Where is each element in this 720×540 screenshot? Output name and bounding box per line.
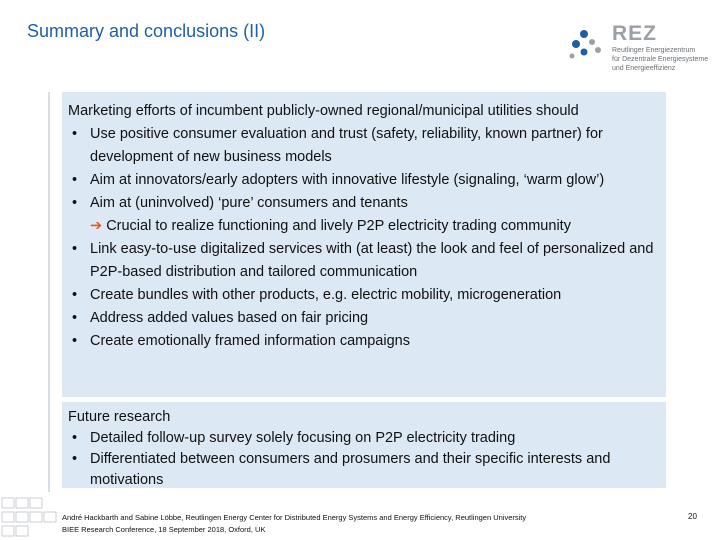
decorative-divider (48, 92, 50, 492)
marketing-box (62, 92, 666, 397)
list-item: • Use positive consumer evaluation and trust (safety, reliability, known partner) for development of new business models (68, 123, 660, 169)
logo-subtitle-line2: für Dezentrale Energiesysteme (612, 56, 709, 63)
bullet-icon: • (72, 172, 78, 188)
list-item: • Create emotionally framed information campaigns (68, 330, 660, 353)
list-item: • Aim at innovators/early adopters with innovative lifestyle (signaling, ‘warm glow’) (68, 169, 660, 192)
bullet-icon: • (72, 195, 78, 211)
arrow-conclusion: ➔ Crucial to realize functioning and lively P2P electricity trading community (90, 218, 571, 234)
footer-conference: BIEE Research Conference, 18 September 2018, Oxford, UK (62, 525, 266, 534)
logo-subtitle-line3: und Energieeffizienz (612, 65, 676, 72)
list-item: • Differentiated between consumers and prosumers and their specific interests and motivations (72, 451, 611, 488)
list-item: • Detailed follow-up survey solely focusing on P2P electricity trading (68, 428, 660, 449)
list-item: • Address added values based on fair pricing (68, 307, 660, 330)
list-item: • Aim at (uninvolved) ‘pure’ consumers and tenants (68, 192, 660, 215)
bullet-icon: • (72, 430, 78, 446)
future-research-bullets (68, 428, 660, 491)
logo-name: REZ (612, 22, 657, 45)
bullet-icon: • (72, 126, 78, 142)
footer-authors: André Hackbarth and Sabine Löbbe, Reutlingen Energy Center for Distributed Energy Systems and Energy Efficiency, Reutlingen University (62, 513, 527, 522)
future-research-box (62, 402, 666, 488)
bullet-icon: • (72, 241, 78, 257)
bullet-icon: • (72, 451, 78, 467)
list-item: • Create bundles with other products, e.g. electric mobility, microgeneration (68, 284, 660, 307)
logo-subtitle (612, 46, 708, 73)
future-research-heading: Future research (68, 409, 171, 425)
marketing-bullets-2 (68, 238, 660, 353)
list-item: • Link easy-to-use digitalized services with (at least) the look and feel of personalized and P2P-based distribution and tailored communication (68, 238, 660, 284)
slide-title: Summary and conclusions (II) (27, 21, 266, 41)
bullet-icon: • (72, 333, 78, 349)
marketing-heading: Marketing efforts of incumbent publicly-owned regional/municipal utilities should (68, 103, 579, 119)
bullet-icon: • (72, 287, 78, 303)
bullet-icon: • (72, 310, 78, 326)
page-number: 20 (688, 512, 697, 521)
footer (62, 512, 526, 536)
logo-subtitle-line1: Reutlinger Energiezentrum (612, 47, 696, 54)
marketing-bullets (68, 123, 660, 215)
arrow-right-icon: ➔ (90, 218, 103, 234)
